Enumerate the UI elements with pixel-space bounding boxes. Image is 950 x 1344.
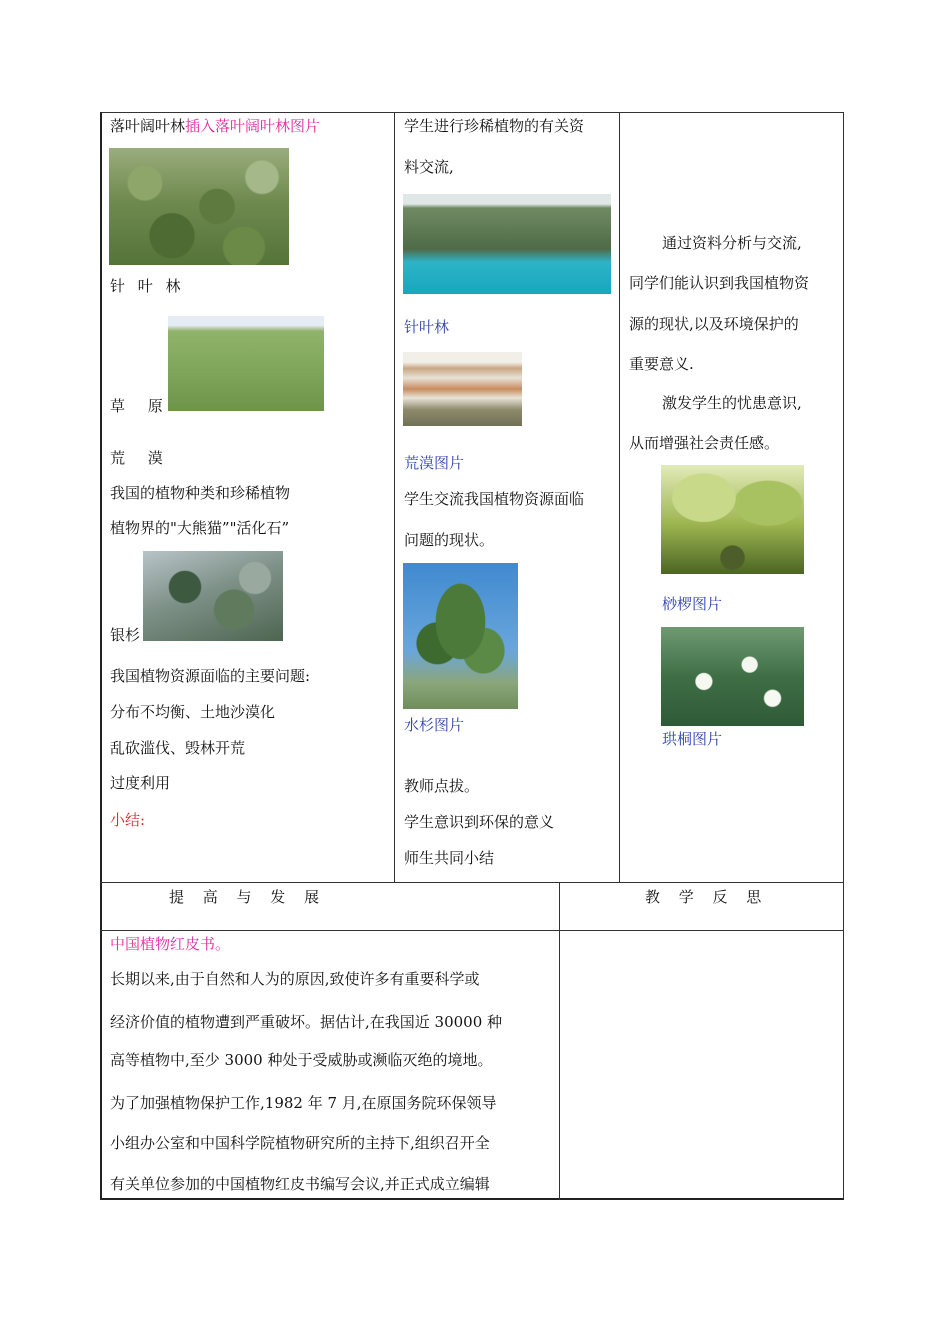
stimulate-line-2: 从而增强社会责任感。	[629, 434, 780, 452]
discuss-line-2: 问题的现状。	[404, 531, 495, 549]
stimulate-line-1: 激发学生的忧患意识,	[662, 394, 802, 412]
exchange-line-1: 学生进行珍稀植物的有关资	[404, 117, 585, 135]
conifer-caption: 针叶林	[404, 318, 450, 336]
intent-line-4: 重要意义.	[629, 355, 694, 373]
panda-fossil-line: 植物界的"大熊猫”"活化石”	[110, 519, 290, 537]
desert-image	[403, 352, 522, 426]
deciduous-heading	[110, 116, 320, 136]
realize-line: 学生意识到环保的意义	[404, 813, 555, 831]
intent-line-2: 同学们能认识到我国植物资	[629, 274, 810, 292]
problems-title: 我国植物资源面临的主要问题:	[110, 667, 311, 685]
dove-tree-image	[661, 627, 804, 726]
red-book-line-2: 经济价值的植物遭到严重破坏。据估计,在我国近 30000 种	[110, 1013, 503, 1031]
divider-col2-col3	[619, 112, 620, 882]
problem-3: 过度利用	[110, 774, 171, 792]
discuss-line-1: 学生交流我国植物资源面临	[404, 490, 585, 508]
problem-2: 乱砍滥伐、毁林开荒	[110, 739, 246, 757]
dawn-redwood-caption: 水杉图片	[404, 716, 465, 734]
silver-fir-image	[143, 551, 283, 641]
improve-develop-header: 提 高 与 发 展	[169, 888, 320, 906]
red-book-title: 中国植物红皮书。	[110, 935, 231, 953]
dawn-redwood-image	[403, 563, 518, 709]
exchange-line-2: 料交流,	[404, 158, 454, 176]
desert-label: 荒 漠	[110, 449, 163, 467]
teaching-reflection-header: 教 学 反 思	[645, 888, 762, 906]
divider-section2-top	[100, 882, 844, 883]
together-line: 师生共同小结	[404, 849, 495, 867]
summary-label: 小结:	[110, 811, 146, 829]
desert-caption: 荒漠图片	[404, 454, 465, 472]
conifer-lake-image	[403, 194, 611, 294]
species-line: 我国的植物种类和珍稀植物	[110, 484, 291, 502]
divider-section2-columns	[559, 882, 560, 1200]
tree-fern-caption: 桫椤图片	[662, 595, 723, 613]
grassland-label: 草 原	[110, 397, 163, 415]
deciduous-label: 落叶阔叶林	[110, 117, 186, 135]
deciduous-image-note: 插入落叶阔叶林图片	[185, 117, 321, 135]
divider-section2-header	[100, 930, 844, 931]
intent-line-1: 通过资料分析与交流,	[662, 234, 802, 252]
red-book-line-4: 为了加强植物保护工作,1982 年 7 月,在原国务院环保领导	[110, 1094, 497, 1112]
grassland-image	[168, 316, 324, 411]
silver-fir-label: 银杉	[110, 626, 141, 644]
teacher-line: 教师点拔。	[404, 777, 480, 795]
red-book-line-5: 小组办公室和中国科学院植物研究所的主持下,组织召开全	[110, 1134, 490, 1152]
intent-line-3: 源的现状,以及环境保护的	[629, 315, 799, 333]
deciduous-forest-image	[109, 148, 289, 265]
conifer-label: 针 叶 林	[110, 277, 185, 295]
red-book-line-3: 高等植物中,至少 3000 种处于受威胁或濒临灭绝的境地。	[110, 1051, 493, 1069]
red-book-line-1: 长期以来,由于自然和人为的原因,致使许多有重要科学或	[110, 970, 480, 988]
tree-fern-image	[661, 465, 804, 574]
divider-col1-col2	[394, 112, 395, 882]
red-book-line-6: 有关单位参加的中国植物红皮书编写会议,并正式成立编辑	[110, 1175, 490, 1193]
problem-1: 分布不均衡、土地沙漠化	[110, 703, 276, 721]
dove-tree-caption: 珙桐图片	[662, 730, 723, 748]
